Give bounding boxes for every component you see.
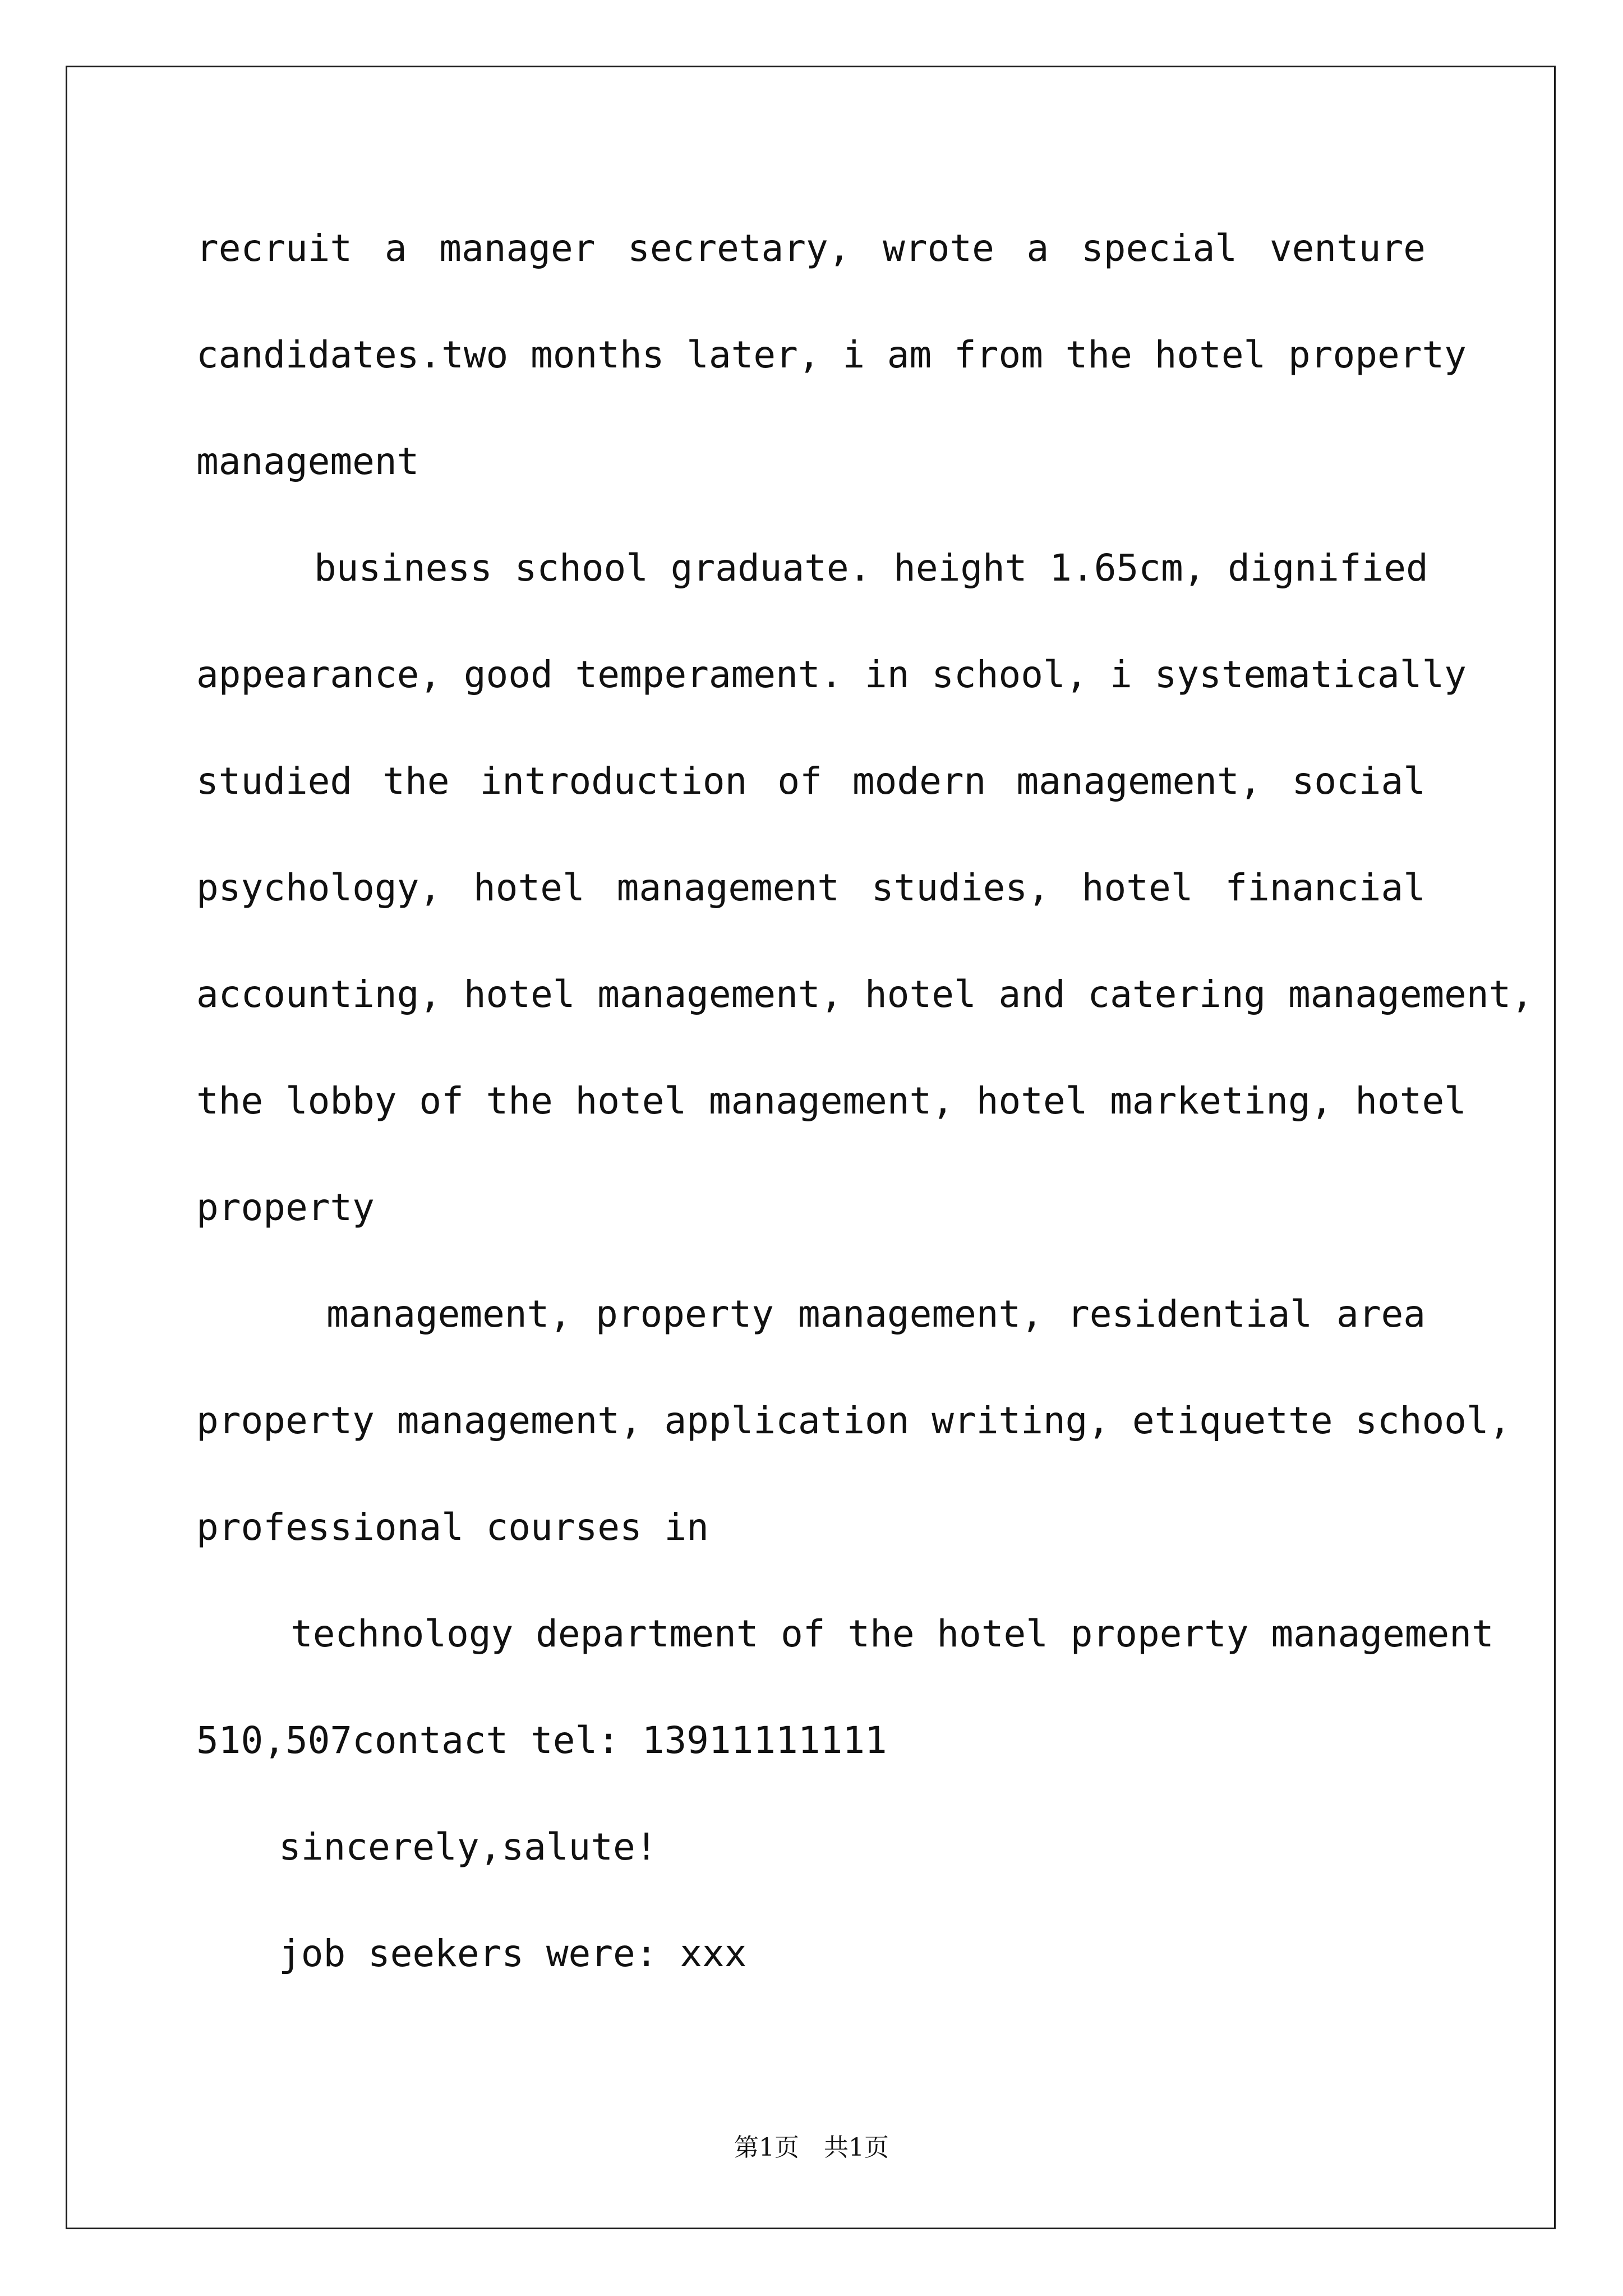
body-line: management bbox=[196, 440, 419, 483]
body-line: appearance, good temperament. in school, i systematically bbox=[196, 653, 1467, 696]
page-border bbox=[66, 66, 1556, 2229]
body-line: psychology, hotel management studies, hotel financial bbox=[196, 866, 1426, 909]
body-line: candidates.two months later, i am from the hotel property bbox=[196, 333, 1467, 376]
body-line: property management, application writing, etiquette school, bbox=[196, 1399, 1511, 1442]
body-line: accounting, hotel management, hotel and catering management, bbox=[196, 973, 1534, 1016]
body-line: the lobby of the hotel management, hotel marketing, hotel bbox=[196, 1079, 1467, 1122]
signature-line: job seekers were: xxx bbox=[279, 1932, 747, 1975]
body-line: management, property management, residential area bbox=[326, 1292, 1426, 1336]
body-line: studied the introduction of modern management, social bbox=[196, 760, 1426, 803]
body-line: technology department of the hotel property management bbox=[291, 1612, 1494, 1655]
body-line: recruit a manager secretary, wrote a special venture bbox=[196, 227, 1426, 270]
body-line: business school graduate. height 1.65cm, dignified bbox=[314, 546, 1428, 590]
closing-salutation: sincerely,salute! bbox=[279, 1825, 658, 1869]
page-number: 第1页 共1页 bbox=[734, 2133, 889, 2162]
body-line: property bbox=[196, 1186, 375, 1229]
body-line: professional courses in bbox=[196, 1506, 709, 1549]
body-line: 510,507contact tel: 13911111111 bbox=[196, 1719, 887, 1762]
